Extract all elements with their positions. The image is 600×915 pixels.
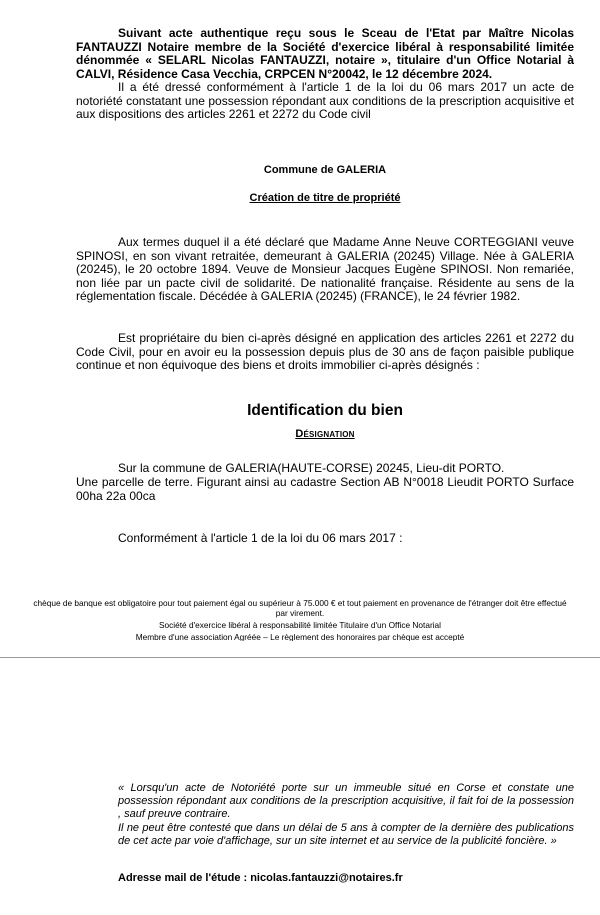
designation-heading: Désignation	[295, 428, 355, 440]
commune-heading: Commune de GALERIA	[263, 164, 387, 176]
quote-paragraph-2: Il ne peut être contesté que dans un délai de 5 ans à compter de la dernière des publications de cet acte par voie d'affichage, sur un site internet et au service de la publicité foncière. »	[118, 822, 574, 847]
bien-parcelle: Une parcelle de terre. Figurant ainsi au cadastre Section AB N°0018 Lieudit PORTO Surface 00ha 22a 00ca	[76, 475, 574, 503]
proprietaire-paragraph: Est propriétaire du bien ci-après désigné en application des articles 2261 et 2272 du Code Civil, pour en avoir eu la possession depuis plus de 30 ans de façon paisible publique continue et non équivoque des biens et droits immobilier ci-après désignés :	[76, 331, 574, 373]
footer-line-3: Société d'exercice libéral à responsabilité limitée Titulaire d'un Office Notarial	[158, 620, 442, 630]
page-divider	[0, 657, 600, 658]
footer-line-1: chèque de banque est obligatoire pour tout paiement égal ou supérieur à 75.000 € et tout paiement en provenance de l'étranger doit être effectué	[33, 598, 567, 608]
footer-line-2: par virement.	[275, 608, 325, 618]
email-line: Adresse mail de l'étude : nicolas.fantauzzi@notaires.fr	[118, 872, 403, 884]
quote-paragraph-1: « Lorsqu'un acte de Notoriété porte sur un immeuble situé en Corse et constate une possession répondant aux conditions de la prescription acquisitive, il fait foi de la possession , sauf preuve contraire.	[118, 782, 574, 820]
intro-dresse-paragraph: Il a été dressé conformément à l'article 1 de la loi du 06 mars 2017 un acte de notoriété constatant une possession répondant aux conditions de la prescription acquisitive et aux dispositions des articles 2261 et 2272 du Code civil	[76, 80, 574, 122]
identification-title: Identification du bien	[247, 402, 403, 419]
intro-acte-paragraph: Suivant acte authentique reçu sous le Sceau de l'Etat par Maître Nicolas FANTAUZZI Notaire membre de la Société d'exercice libéral à responsabilité limitée dénommée « SELARL Nicolas FANTAUZZI, notaire », titulaire d'un Office Notarial à CALVI, Résidence Casa Vecchia, CRPCEN N°20042, le 12 décembre 2024.	[76, 26, 574, 81]
footer-line-4: Membre d'une association Agréée – Le règlement des honoraires par chèque est accepté	[135, 632, 465, 641]
bien-commune-line: Sur la commune de GALERIA(HAUTE-CORSE) 20245, Lieu-dit PORTO.	[118, 461, 505, 475]
creation-titre-heading: Création de titre de propriété	[249, 192, 401, 204]
declaration-paragraph: Aux termes duquel il a été déclaré que Madame Anne Neuve CORTEGGIANI veuve SPINOSI, en son vivant retraitée, demeurant à GALERIA (20245) Village. Née à GALERIA (20245), le 20 octobre 1894. Veuve de Monsieur Jacques Eugène SPINOSI. Non remariée, non liée par un pacte civil de solidarité. De nationalité française. Résidente au sens de la réglementation fiscale. Décédée à GALERIA (20245) (FRANCE), le 24 février 1982.	[76, 235, 574, 304]
conformement-line: Conformément à l'article 1 de la loi du 06 mars 2017 :	[118, 531, 403, 545]
